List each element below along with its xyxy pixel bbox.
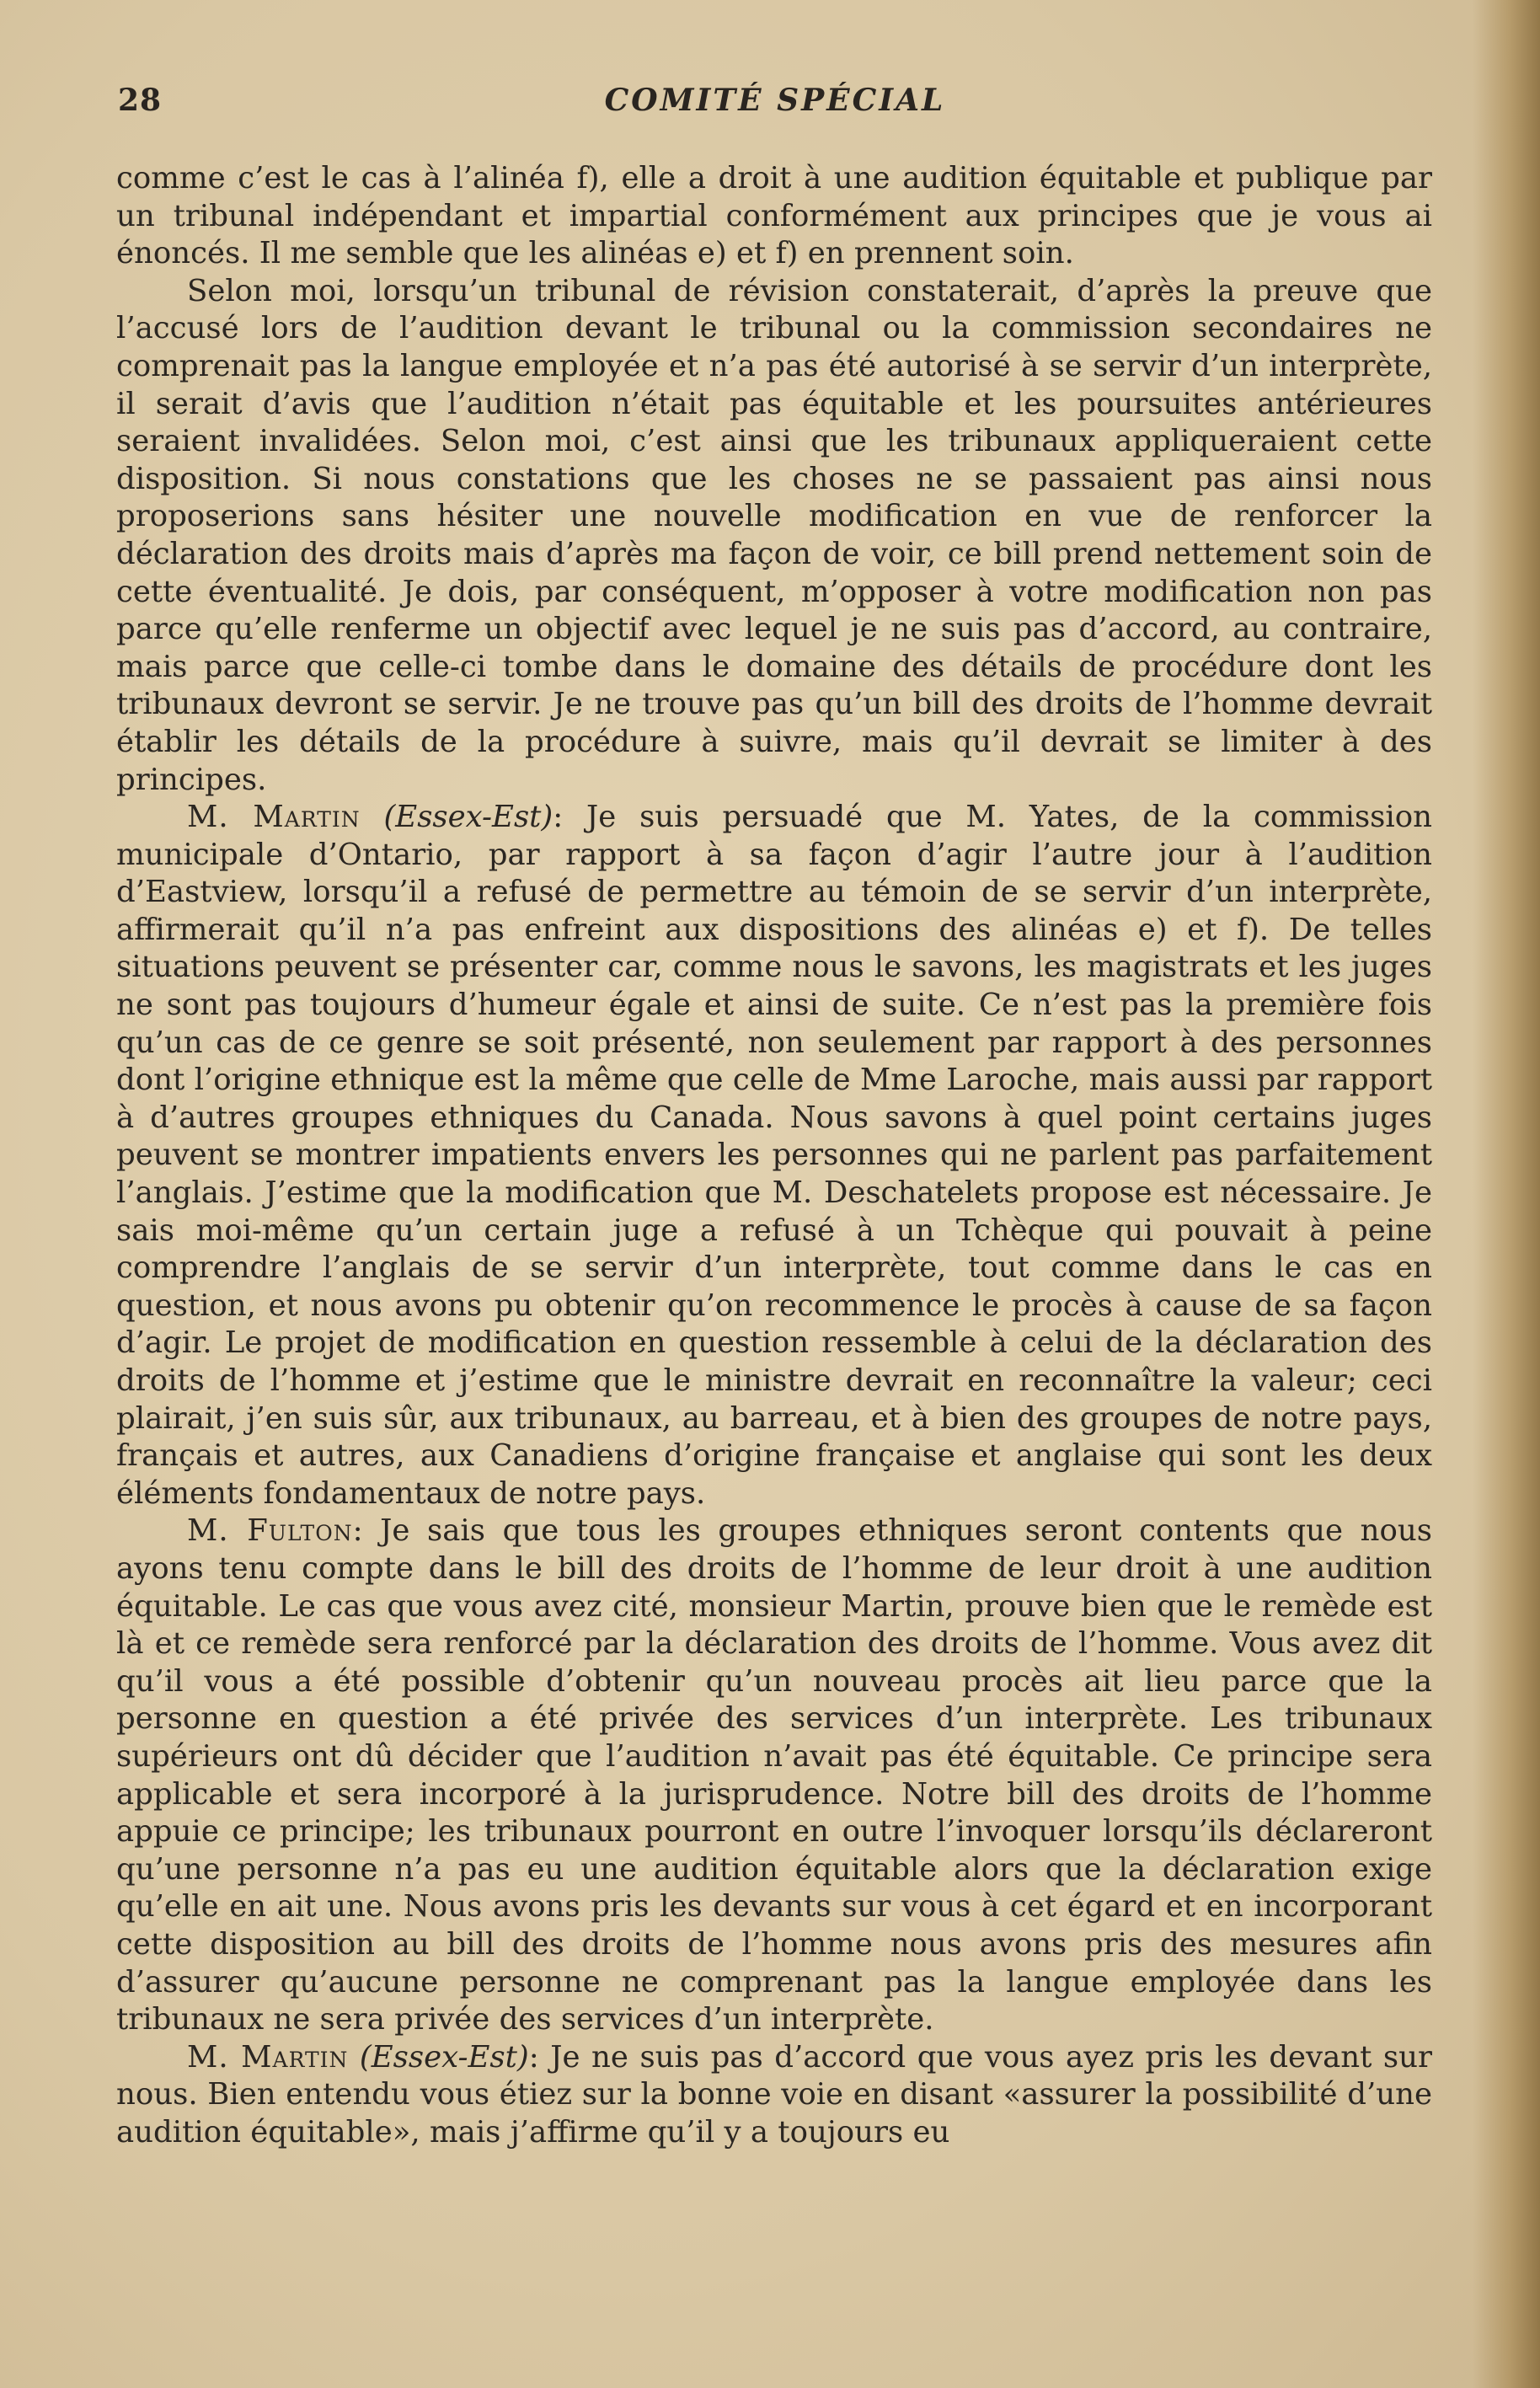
speaker-paragraph <box>116 1513 1432 2038</box>
page-number: 28 <box>118 83 163 118</box>
speaker-riding: (Essex-Est) <box>359 2039 529 2075</box>
paragraph-text: comme c’est le cas à l’alinéa f), elle a droit à une audition équitable et publique par un tribunal indépendant et impartial conformément aux principes que je vous ai énoncés. Il me semble que les alinéas e) et f) en prennent soin. <box>116 161 1432 271</box>
speaker-riding: (Essex-Est) <box>383 800 553 835</box>
document-body <box>116 160 1432 2151</box>
page-header <box>118 83 1432 133</box>
paragraph-text: : Je sais que tous les groupes ethniques seront contents que nous ayons tenu compte dans le bill des droits de l’homme de leur droit à une audition équitable. Le cas que vous avez cité, monsieur Martin, prouve bien que le remède est là et ce remède sera renforcé par la déclaration des droits de l’homme. Vous avez dit qu’il vous a été possible d’obtenir qu’un nouveau procès ait lieu parce que la personne en question a été privée des services d’un interprète. Les tribunaux supérieurs ont dû décider que l’audition n’avait pas été équitable. Ce principe sera applicable et sera incorporé à la jurisprudence. Notre bill des droits de l’homme appuie ce principe; les tribunaux pourront en outre l’invoquer lorsqu’ils déclareront qu’une personne n’a pas eu une audition équitable alors que la déclaration exige qu’elle en ait une. Nous avons pris les devants sur vous à cet égard et en incorporant cette disposition au bill des droits de l’homme nous avons pris des mesures afin d’assurer qu’aucune personne ne comprenant pas la langue employée dans les tribunaux ne sera privée des services d’un interprète. <box>116 1513 1432 2037</box>
page-edge-shadow <box>1473 0 1540 2388</box>
speaker-paragraph <box>116 799 1432 1513</box>
paragraph-text: : Je ne suis pas d’accord que vous ayez pris les devant sur nous. Bien entendu vous étiez sur la bonne voie en disant «assurer la possibilité d’une audition équitable», mais j’affirme qu’il y a toujours eu <box>116 2039 1432 2150</box>
speaker-name: M. Martin <box>187 2039 349 2075</box>
speaker-name: M. Fulton <box>187 1513 353 1549</box>
paragraph <box>116 273 1432 799</box>
running-title: COMITÉ SPÉCIAL <box>604 83 946 118</box>
paragraph <box>116 160 1432 273</box>
paragraph-text: Selon moi, lorsqu’un tribunal de révision constaterait, d’après la preuve que l’accusé lors de l’audition devant le tribunal ou la commission secondaires ne comprenait pas la langue employée et n’a pas été autorisé à se servir d’un interprète, il serait d’avis que l’audition n’était pas équitable et les poursuites antérieures seraient invalidées. Selon moi, c’est ainsi que les tribunaux appliqueraient cette disposition. Si nous constations que les choses ne se passaient pas ainsi nous proposerions sans hésiter une nouvelle modification en vue de renforcer la déclaration des droits mais d’après ma façon de voir, ce bill prend nettement soin de cette éventualité. Je dois, par conséquent, m’opposer à votre modification non pas parce qu’elle renferme un objectif avec lequel je ne suis pas d’accord, au contraire, mais parce que celle-ci tombe dans le domaine des détails de procédure dont les tribunaux devront se servir. Je ne trouve pas qu’un bill des droits de l’homme devrait établir les détails de la procédure à suivre, mais qu’il devrait se limiter à des principes. <box>116 273 1432 797</box>
speaker-paragraph <box>116 2039 1432 2152</box>
speaker-name: M. Martin <box>187 800 361 835</box>
paragraph-text: : Je suis persuadé que M. Yates, de la commission municipale d’Ontario, par rapport à sa façon d’agir l’autre jour à l’audition d’Eastview, lorsqu’il a refusé de permettre au témoin de se servir d’un interprète, affirmerait qu’il n’a pas enfreint aux dispositions des alinéas e) et f). De telles situations peuvent se présenter car, comme nous le savons, les magistrats et les juges ne sont pas toujours d’humeur égale et ainsi de suite. Ce n’est pas la première fois qu’un cas de ce genre se soit présenté, non seulement par rapport à des personnes dont l’origine ethnique est la même que celle de Mme Laroche, mais aussi par rapport à d’autres groupes ethniques du Canada. Nous savons à quel point certains juges peuvent se montrer impatients envers les personnes qui ne parlent pas parfaitement l’anglais. J’estime que la modification que M. Deschatelets propose est nécessaire. Je sais moi-même qu’un certain juge a refusé à un Tchèque qui pouvait à peine comprendre l’anglais de se servir d’un interprète, tout comme dans le cas en question, et nous avons pu obtenir qu’on recommence le procès à cause de sa façon d’agir. Le projet de modification en question ressemble à celui de la déclaration des droits de l’homme et j’estime que le ministre devrait en reconnaître la valeur; ceci plairait, j’en suis sûr, aux tribunaux, au barreau, et à bien des groupes de notre pays, français et autres, aux Canadiens d’origine française et anglaise qui sont les deux éléments fondamentaux de notre pays. <box>116 800 1432 1511</box>
